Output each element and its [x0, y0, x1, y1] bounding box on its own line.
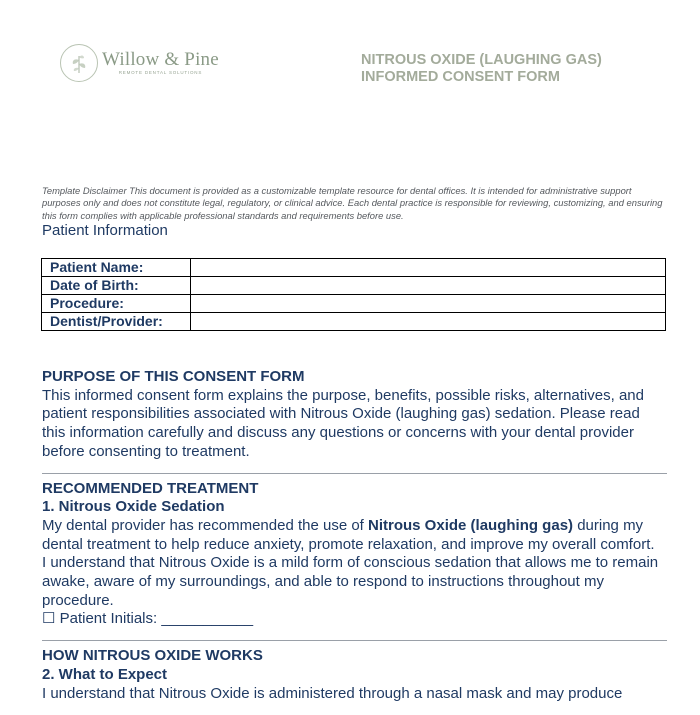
- patient-info-table: [41, 258, 666, 331]
- practice-logo: [60, 44, 219, 82]
- patient-initials-checkbox[interactable]: ☐ Patient Initials: ___________: [42, 610, 254, 628]
- section-divider: [42, 473, 667, 474]
- logo-tagline: REMOTE DENTAL SOLUTIONS: [118, 70, 203, 75]
- template-disclaimer: Template Disclaimer This document is provided as a customizable template resource for dental offices. It is intended for administrative support purposes only and does not constitute legal, regulatory, or clinical advice. Each dental practice is responsible for reviewing, customizing, and ensuring this form complies with applicable professional standards and requirements before use.: [42, 185, 663, 221]
- date-of-birth-label: Date of Birth:: [42, 277, 191, 295]
- form-title-line-1: NITROUS OXIDE (LAUGHING GAS): [361, 52, 602, 68]
- dentist-provider-label: Dentist/Provider:: [42, 313, 191, 331]
- how-it-works-heading: HOW NITROUS OXIDE WORKS: [42, 647, 263, 665]
- recommended-treatment-heading: RECOMMENDED TREATMENT: [42, 479, 259, 497]
- table-row: [42, 277, 666, 295]
- leaf-emblem-icon: [60, 44, 98, 82]
- procedure-label: Procedure:: [42, 295, 191, 313]
- purpose-heading: PURPOSE OF THIS CONSENT FORM: [42, 368, 305, 385]
- what-to-expect-subheading: 2. What to Expect: [42, 665, 168, 683]
- section-divider: [42, 640, 667, 641]
- recommendation-text-bold: Nitrous Oxide (laughing gas): [368, 516, 574, 534]
- dentist-provider-field[interactable]: [191, 313, 666, 331]
- date-of-birth-field[interactable]: [191, 277, 666, 295]
- nitrous-sedation-subheading: 1. Nitrous Oxide Sedation: [42, 498, 225, 516]
- logo-name: Willow & Pine: [102, 49, 219, 70]
- recommendation-text-start: My dental provider has recommended the use of: [42, 516, 369, 534]
- sedation-understanding-text: I understand that Nitrous Oxide is a mild form of conscious sedation that allows me to remain awake, aware of my surroundings, and able to respond to instructions throughout my procedure.: [42, 554, 659, 609]
- administration-text: I understand that Nitrous Oxide is administered through a nasal mask and may produce: [42, 684, 623, 702]
- procedure-field[interactable]: [191, 295, 666, 313]
- patient-name-label: Patient Name:: [42, 259, 191, 277]
- patient-name-field[interactable]: [191, 259, 666, 277]
- form-title-line-2: INFORMED CONSENT FORM: [361, 69, 560, 85]
- consent-body: [42, 368, 667, 703]
- recommendation-text-end: during my dental treatment to help reduce anxiety, promote relaxation, and improve my overall comfort.: [42, 516, 655, 553]
- recommendation-paragraph: [42, 517, 667, 554]
- patient-info-heading: Patient Information: [42, 222, 168, 239]
- form-title: [361, 52, 602, 86]
- purpose-text: This informed consent form explains the purpose, benefits, possible risks, alternatives, and patient responsibilities associated with Nitrous Oxide (laughing gas) sedation. Please read this information carefully and discuss any questions or concerns with your dental provider before consenting to treatment.: [42, 386, 644, 460]
- table-row: [42, 295, 666, 313]
- table-row: [42, 259, 666, 277]
- table-row: [42, 313, 666, 331]
